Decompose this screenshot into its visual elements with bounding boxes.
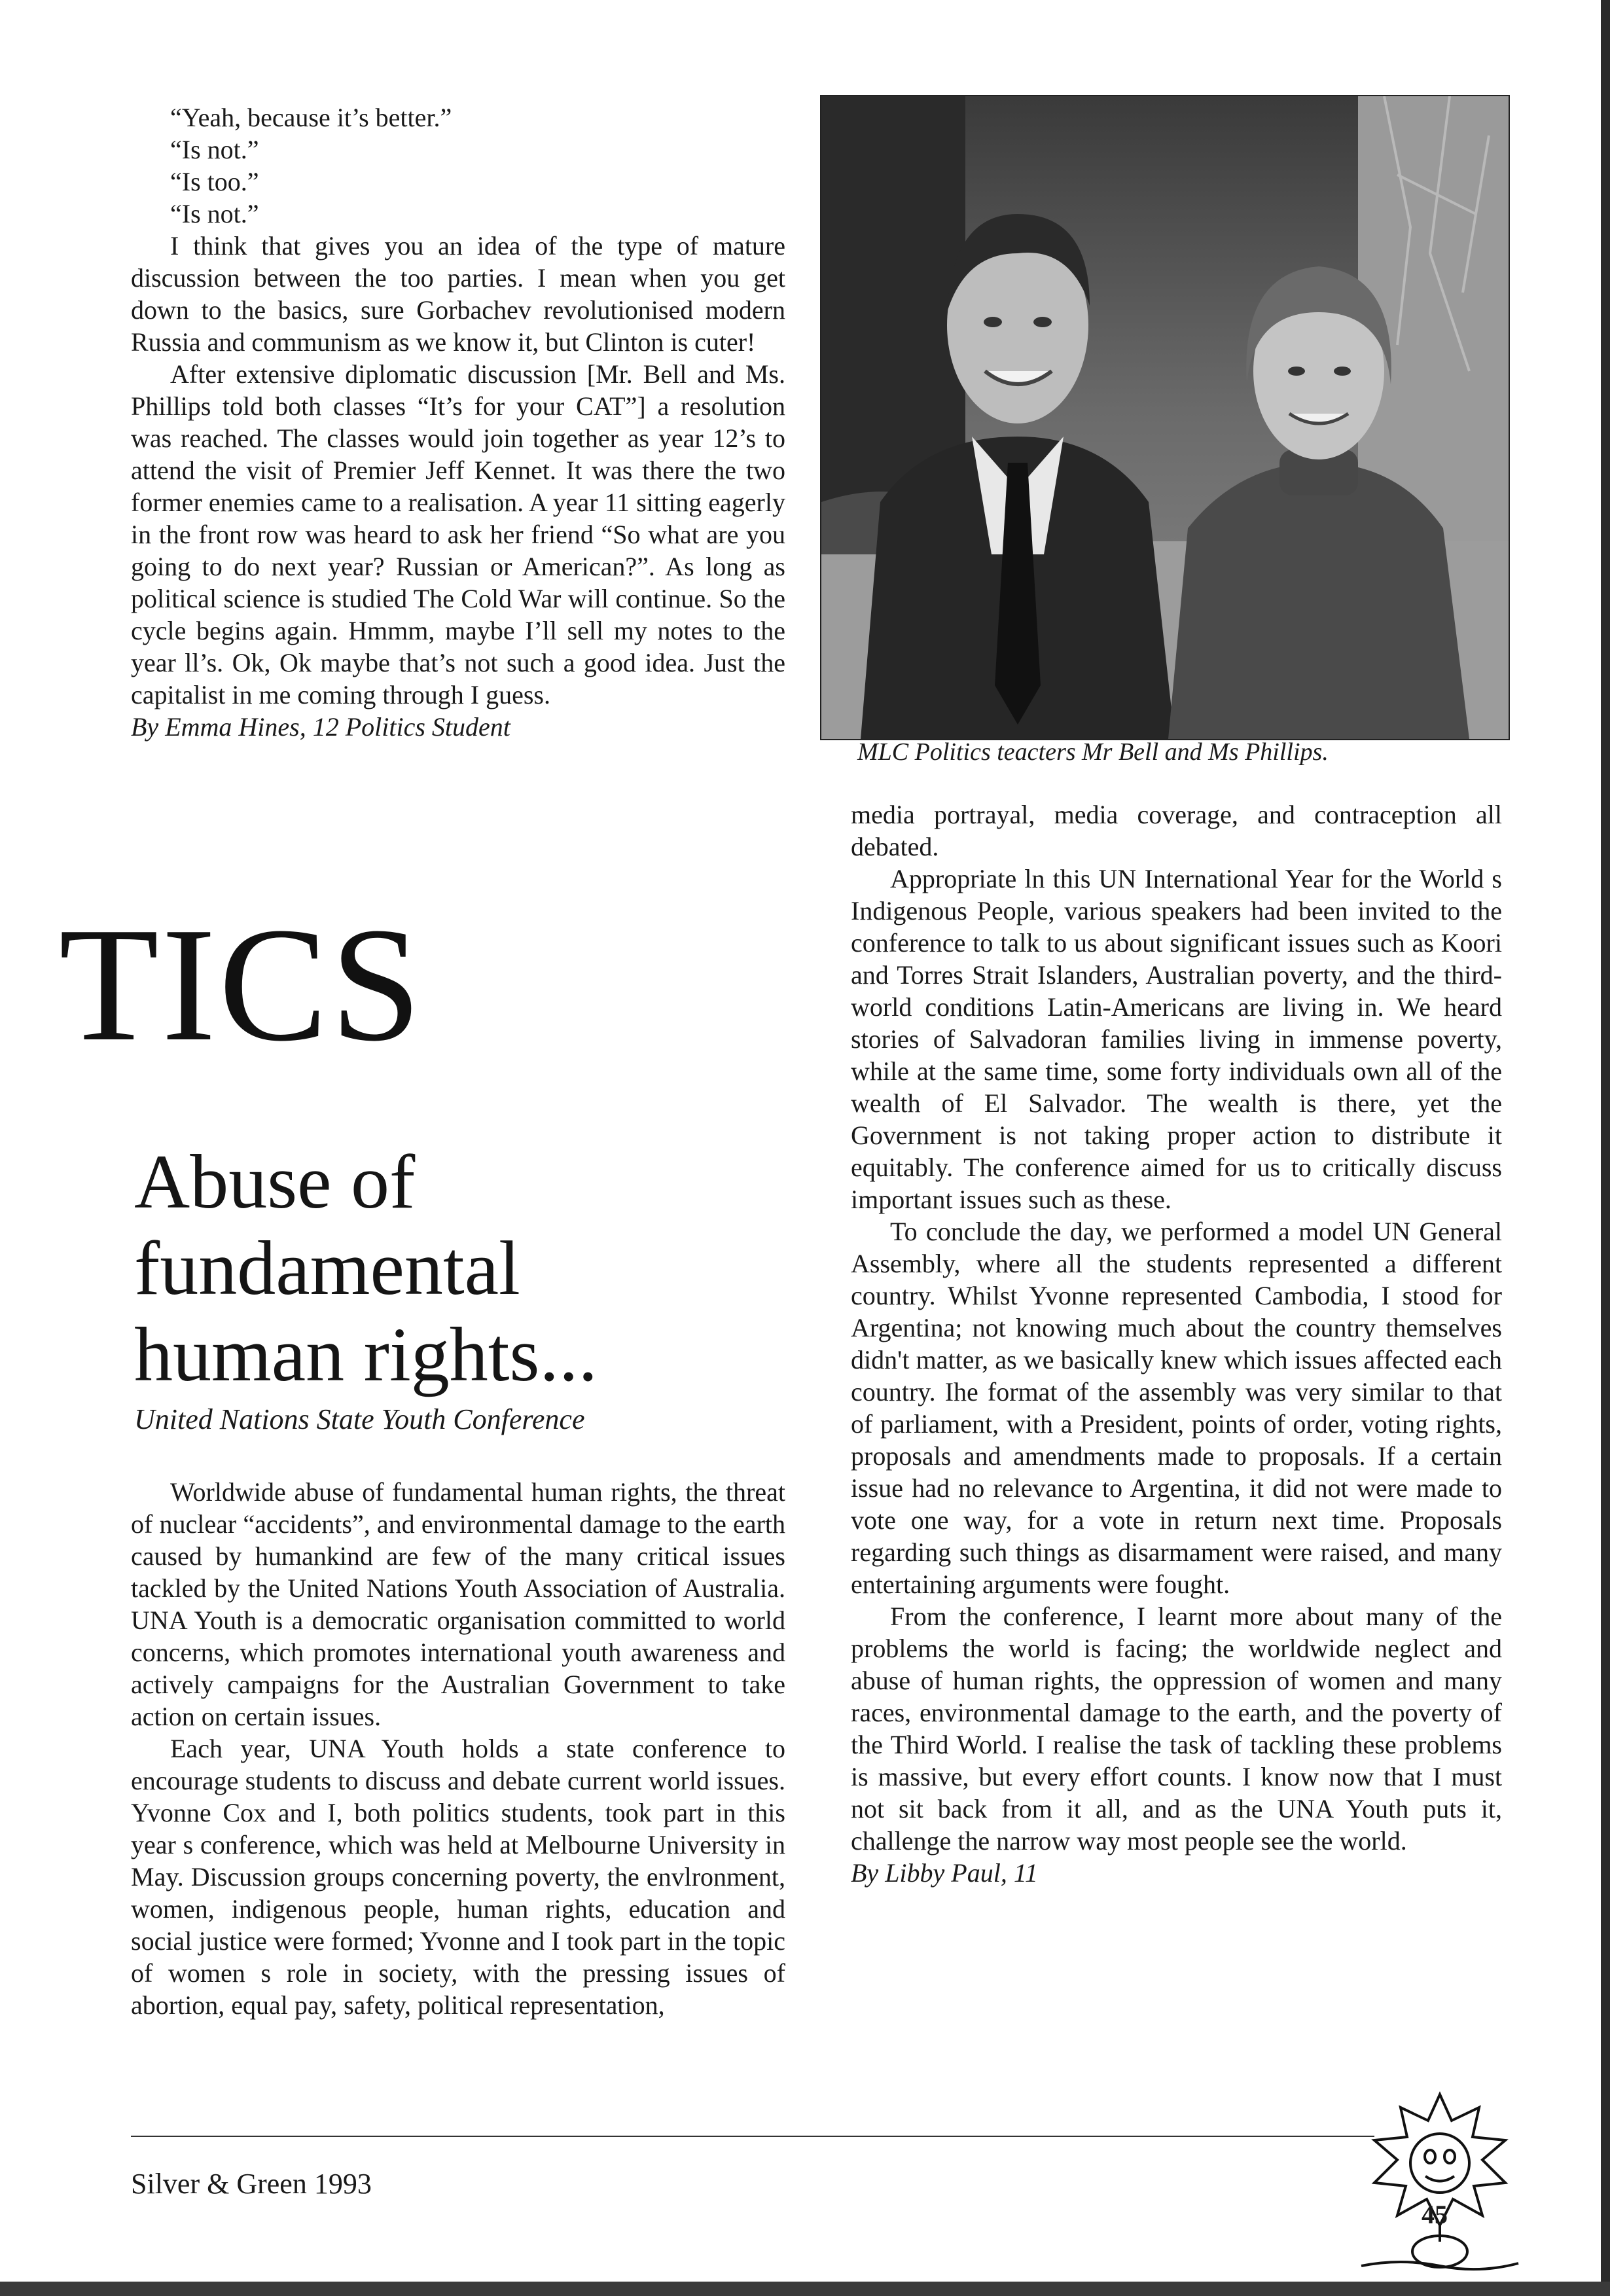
footer-rule [131, 2136, 1374, 2137]
headline-line: Abuse of [134, 1139, 416, 1225]
body-paragraph: media portrayal, media coverage, and contraception all debated. [851, 800, 1502, 861]
dialogue-line: “Is too.” [170, 167, 259, 196]
author-byline: By Emma Hines, 12 Politics Student [131, 712, 510, 742]
headline-line: human rights... [134, 1312, 598, 1397]
teachers-photo-image [821, 96, 1509, 739]
body-paragraph: Appropriate ln this UN International Year for the World s Indigenous People, various speakers had been invited to the conference to talk to us about significant issues such as Koori and Torres Strait Islanders, Australian poverty, and the third-world conditions Latin-Americans are living in. We heard stories of Salvadoran families living in immense poverty, while at the same time, some forty individuals own all of the wealth of El Salvador. The wealth is there, yet the Government is not taking proper action to distribute it equitably. The conference aimed for us to critically discuss important issues such as these. [851, 864, 1502, 1214]
body-paragraph: After extensive diplomatic discussion [Mr. Bell and Ms. Phillips told both classes “It’s for your CAT”] a resolution was reached. The classes would join together as year 12’s to attend the visit of Premier Jeff Kennet. It was there the two former enemies came to a realisation. A year 11 sitting eagerly in the front row was heard to ask her friend “So what are you going to do next year? Russian or American?”. As long as political science is studied The Cold War will continue. So the cycle begins again. Hmmm, maybe I’ll sell my notes to the year ll’s. Ok, Ok maybe that’s not such a good idea. Just the capitalist in me coming through I guess. [131, 359, 785, 709]
dialogue-line: “Is not.” [170, 199, 259, 228]
sun-mascot-icon [1348, 2088, 1531, 2271]
article-subheading: United Nations State Youth Conference [134, 1403, 585, 1435]
previous-article-text [131, 101, 785, 743]
scan-edge-right [1601, 0, 1610, 2296]
dialogue-line: “Yeah, because it’s better.” [170, 103, 452, 132]
body-paragraph: I think that gives you an idea of the type of mature discussion between the too parties. I mean when you get down to the basics, sure Gorbachev revolutionised modern Russia and communism as we know it, but Clinton is cuter! [131, 231, 785, 357]
headline-line: fundamental [134, 1225, 520, 1311]
article-text-left [131, 1476, 785, 2021]
publication-footer: Silver & Green 1993 [131, 2168, 372, 2200]
author-byline: By Libby Paul, 11 [851, 1858, 1038, 1888]
body-paragraph: Worldwide abuse of fundamental human rights, the threat of nuclear “accidents”, and environmental damage to the earth caused by humankind are few of the many critical issues tackled by the United Nations Youth Association of Australia. UNA Youth is a democratic organisation committed to world concerns, which promotes international youth awareness and actively campaigns for the Australian Government to take action on certain issues. [131, 1477, 785, 1731]
section-heading-fragment: TICS [59, 894, 424, 1075]
teachers-photo [820, 95, 1510, 740]
scan-edge-bottom [0, 2282, 1610, 2296]
body-paragraph: From the conference, I learnt more about many of the problems the world is facing; the worldwide neglect and abuse of human rights, the oppression of women and many races, environmental damage to the earth, and the poverty of the Third World. I realise the task of tackling these problems is massive, but every effort counts. I know now that I must not sit back from it all, and as the UNA Youth puts it, challenge the narrow way most people see the world. [851, 1602, 1502, 1856]
article-text-right [851, 798, 1502, 1889]
page-number: 45 [1422, 2200, 1448, 2229]
photo-caption: MLC Politics teacters Mr Bell and Ms Phillips. [857, 738, 1329, 766]
article-headline [134, 1139, 762, 1398]
dialogue-line: “Is not.” [170, 135, 259, 164]
body-paragraph: To conclude the day, we performed a model UN General Assembly, where all the students represented a different country. Whilst Yvonne represented Cambodia, I stood for Argentina; not knowing much about the country themselves didn't matter, as we basically knew which issues affected each country. Ihe format of the assembly was very similar to that of parliament, with a President, points of order, voting rights, proposals and amendments made to proposals. If a certain issue had no relevance to Argentina, it did not were made to vote one way, for a vote in return next time. Proposals regarding such things as disarmament were raised, and many entertaining arguments were fought. [851, 1217, 1502, 1599]
body-paragraph: Each year, UNA Youth holds a state conference to encourage students to discuss and debate current world issues. Yvonne Cox and I, both politics students, took part in this year s conference, which was held at Melbourne University in May. Discussion groups concerning poverty, the envlronment, women, indigenous people, human rights, education and social justice were formed; Yvonne and I took part in the topic of women s role in society, with the pressing issues of abortion, equal pay, safety, political representation, [131, 1734, 785, 2020]
